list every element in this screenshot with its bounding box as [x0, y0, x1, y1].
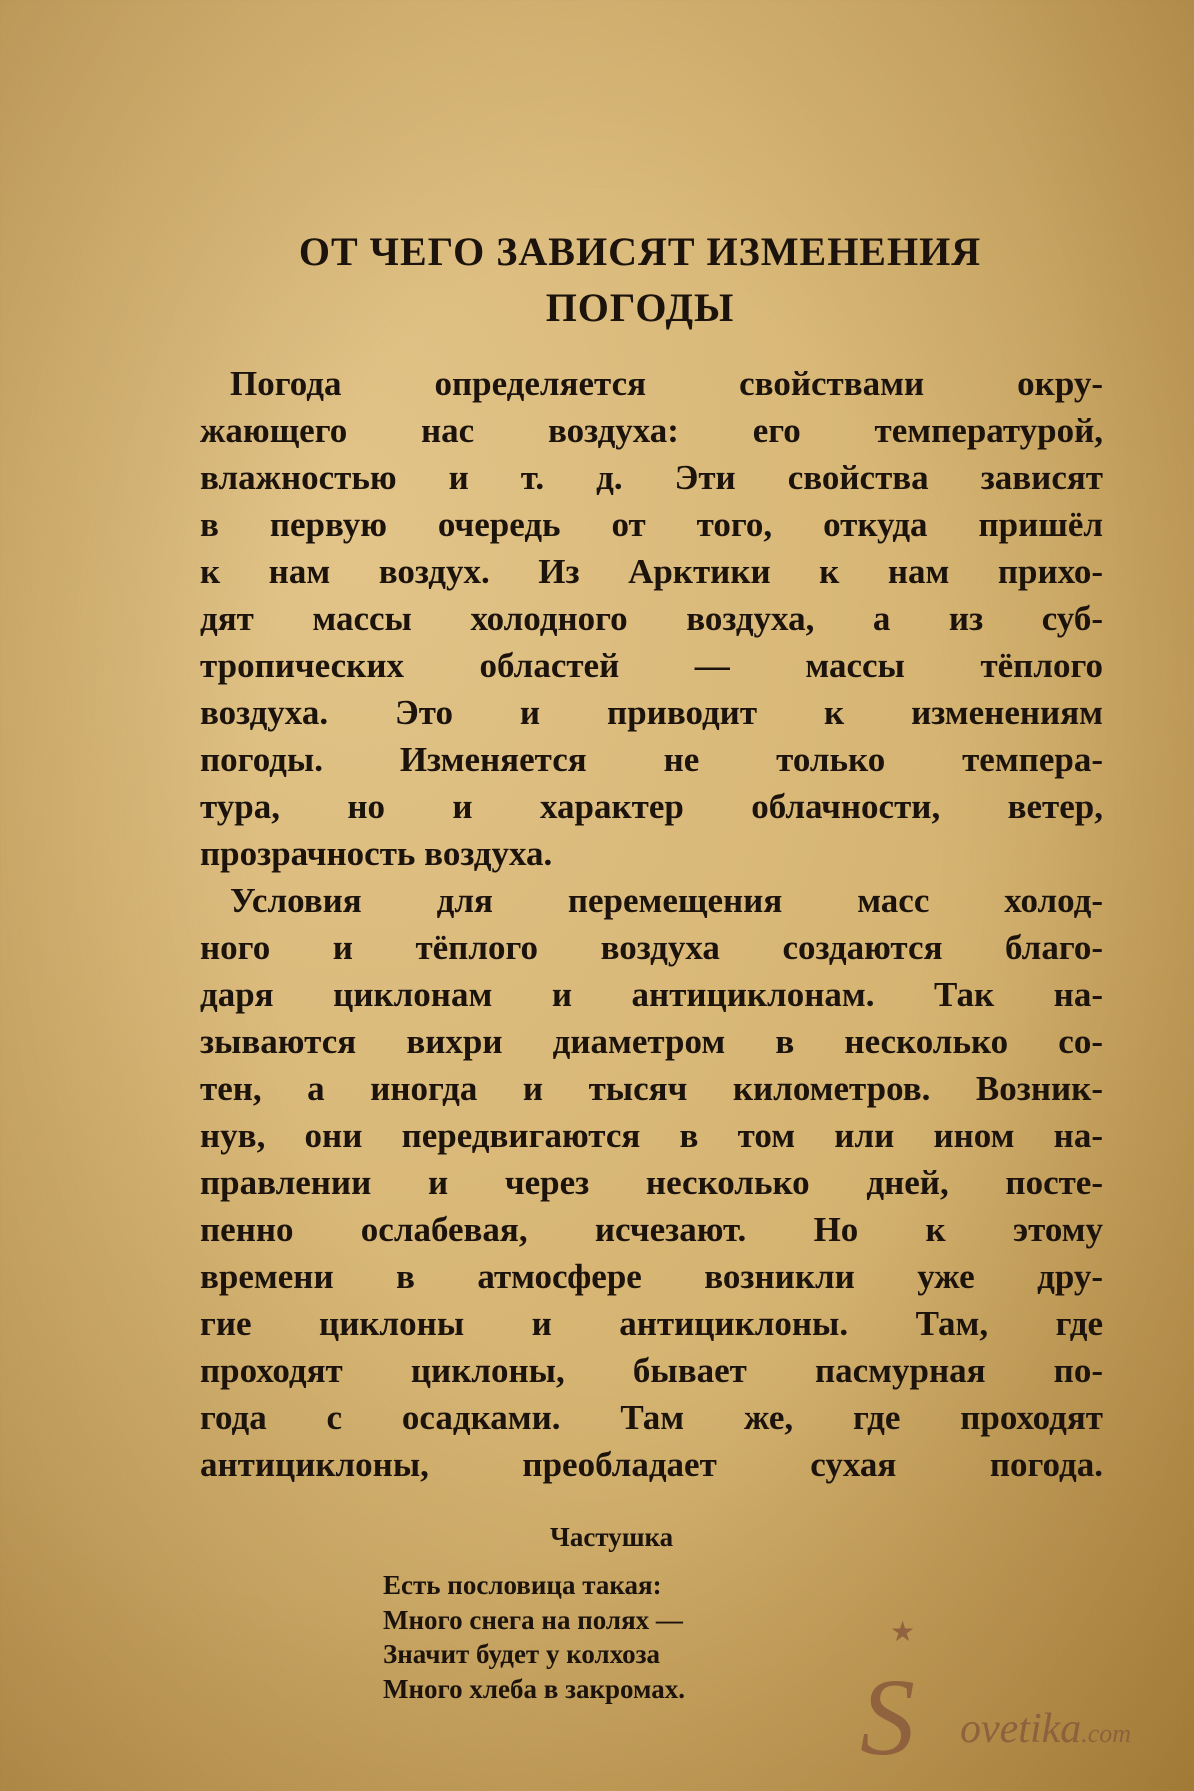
poem-line: Много хлеба в закромах. — [383, 1673, 685, 1704]
poem-line: Много снега на полях — — [383, 1604, 683, 1635]
text-line: антициклоны, преобладает сухая погода. — [200, 1445, 1103, 1484]
watermark-domain: .com — [1081, 1719, 1132, 1748]
text-line: года с осадками. Там же, где проходят — [200, 1398, 1103, 1437]
sovetika-watermark — [860, 1617, 1190, 1785]
text-line: правлении и через несколько дней, посте- — [200, 1163, 1103, 1202]
text-line: воздуха. Это и приводит к изменениям — [200, 693, 1103, 732]
text-line: влажностью и т. д. Эти свойства зависят — [200, 458, 1103, 497]
text-line: Условия для перемещения масс холод- — [230, 881, 1103, 920]
poem — [383, 1568, 685, 1706]
text-line: проходят циклоны, бывает пасмурная по- — [200, 1351, 1103, 1390]
poem-line: Значит будет у колхоза — [383, 1639, 661, 1669]
text-line: нув, они передвигаются в том или ином на- — [200, 1116, 1103, 1155]
text-line: в первую очередь от того, откуда пришёл — [200, 505, 1103, 544]
watermark-name: ovetika — [960, 1706, 1082, 1752]
text-line: ного и тёплого воздуха создаются благо- — [200, 928, 1103, 967]
text-line: погоды. Изменяется не только темпера- — [200, 740, 1103, 779]
text-line: даря циклонам и антициклонам. Так на- — [200, 975, 1103, 1014]
text-line: к нам воздух. Из Арктики к нам прихо- — [200, 552, 1103, 591]
text-line: тропических областей — массы тёплого — [200, 646, 1103, 685]
text-line: жающего нас воздуха: его температурой, — [200, 411, 1103, 450]
text-line: гие циклоны и антициклоны. Там, где — [200, 1304, 1103, 1343]
watermark-letter: S — [860, 1656, 915, 1778]
article-body — [200, 360, 1103, 1488]
star-icon: ★ — [890, 1617, 916, 1648]
title-line-2: ПОГОДЫ — [545, 285, 735, 330]
text-line: пенно ослабевая, исчезают. Но к этому — [200, 1210, 1103, 1249]
text-line: прозрачность воздуха. — [200, 834, 553, 873]
text-line: времени в атмосфере возникли уже дру- — [200, 1257, 1103, 1296]
text-line: тен, а иногда и тысяч километров. Возник- — [200, 1069, 1103, 1108]
title-line-1: ОТ ЧЕГО ЗАВИСЯТ ИЗМЕНЕНИЯ — [298, 229, 982, 274]
poem-title: Частушка — [550, 1522, 674, 1552]
text-line: Погода определяется свойствами окру- — [230, 364, 1103, 403]
text-line: зываются вихри диаметром в несколько со- — [200, 1022, 1103, 1061]
text-line: тура, но и характер облачности, ветер, — [200, 787, 1103, 826]
watermark-text — [960, 1705, 1131, 1758]
text-line: дят массы холодного воздуха, а из суб- — [200, 599, 1103, 638]
poem-line: Есть пословица такая: — [383, 1570, 662, 1600]
